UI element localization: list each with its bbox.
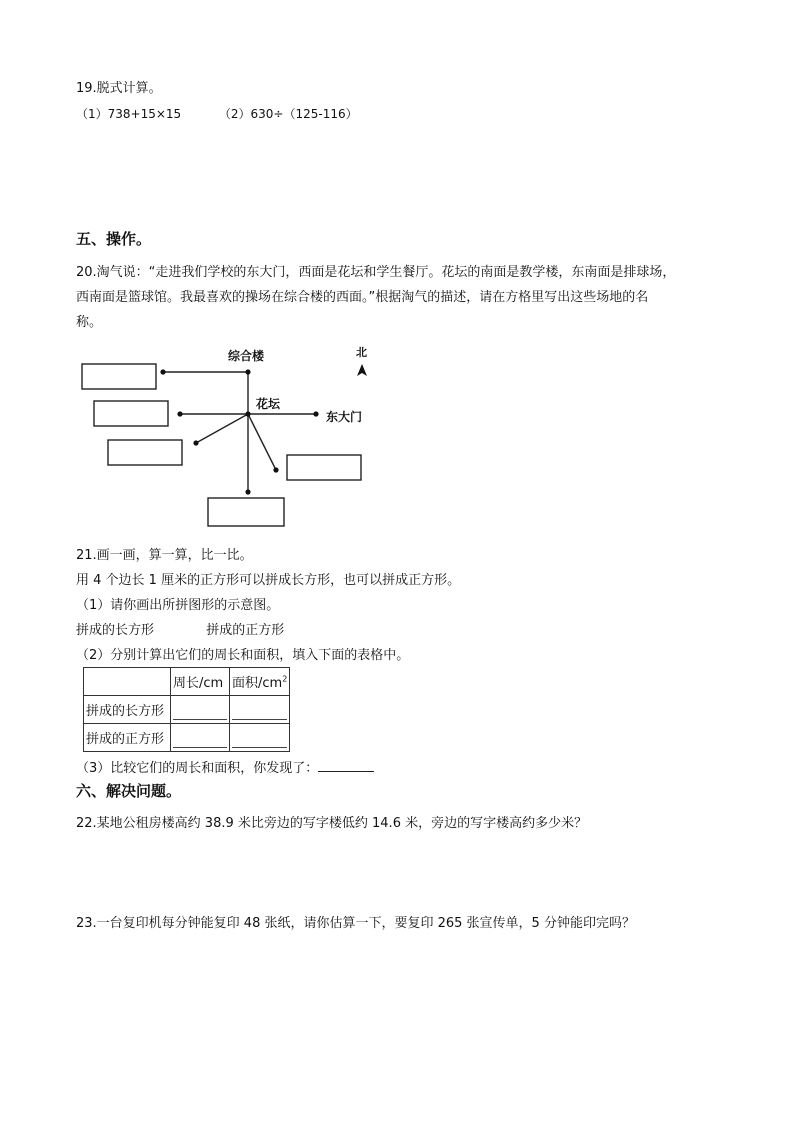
q22-text: 22.某地公租房楼高约 38.9 米比旁边的写字楼低约 14.6 米，旁边的写字楼高约多少米？ [76,816,588,831]
map-dot-south-west [193,440,198,445]
q21-part3-row [76,759,374,778]
q21-part1: （1）请你画出所拼图形的示意图。 [76,598,280,613]
q20-line1: 20.淘气说：“走进我们学校的东大门，西面是花坛和学生餐厅。花坛的南面是教学楼，东南面是排球场， [76,265,676,280]
q20-line2: 西南面是篮球馆。我最喜欢的操场在综合楼的西面。”根据淘气的描述，请在方格里写出这些场地的名 [76,290,649,305]
q21-answer-blank[interactable] [318,759,374,772]
map-branch-south-east [248,414,276,470]
map-label-east-gate: 东大门 [326,410,363,424]
q21-title: 21.画一画，算一算，比一比。 [76,548,253,563]
q20-map-diagram [0,0,794,540]
q21-result-table [83,667,290,752]
table-row-label-square: 拼成的正方形 [84,724,171,752]
map-label-north-building: 综合楼 [228,349,265,363]
q19-part1: （1）738+15×15 [76,107,182,121]
q21-draw-labels [76,622,284,640]
q21-intro: 用 4 个边长 1 厘米的正方形可以拼成长方形，也可以拼成正方形。 [76,573,461,588]
q21-draw-square: 拼成的正方形 [206,623,285,638]
answer-cell-rect-perimeter[interactable] [171,696,230,724]
table-row-label-rect: 拼成的长方形 [84,696,171,724]
map-branch-south-west [196,414,248,443]
q19-part2: （2）630÷（125-116） [218,107,358,121]
map-dot-north [245,369,250,374]
answer-box-north-west [82,364,156,389]
answer-cell-rect-area[interactable] [230,696,290,724]
table-row [84,668,290,696]
answer-box-south [208,498,284,526]
answer-box-west [94,401,168,426]
map-dot-center [245,411,250,416]
answer-box-south-west [108,440,182,465]
q21-part3: （3）比较它们的周长和面积，你发现了： [76,761,319,776]
table-row [84,696,290,724]
table-header-blank [84,668,171,696]
q23-text: 23.一台复印机每分钟能复印 48 张纸，请你估算一下，要复印 265 张宣传单，5 分钟能印完吗？ [76,916,635,931]
answer-box-south-east [287,455,361,480]
answer-cell-square-perimeter[interactable] [171,724,230,752]
section5-heading: 五、操作。 [76,230,152,248]
q19-title: 19.脱式计算。 [76,81,162,96]
q21-part2: （2）分别计算出它们的周长和面积，填入下面的表格中。 [76,648,410,663]
map-label-center: 花坛 [256,397,281,411]
map-dot-south [245,489,250,494]
q21-draw-rect: 拼成的长方形 [76,623,155,638]
table-header-perimeter: 周长/cm [171,668,230,696]
north-arrow-icon [357,364,367,376]
answer-cell-square-area[interactable] [230,724,290,752]
map-dot-east [313,411,318,416]
table-header-area: 面积$/cm^2$ [230,668,290,696]
section6-heading: 六、解决问题。 [76,782,182,800]
map-label-north: 北 [356,346,367,359]
q20-line3: 称。 [76,315,103,330]
table-row [84,724,290,752]
map-dot-west-top [160,369,165,374]
map-dot-south-east [273,467,278,472]
map-dot-west [177,411,182,416]
